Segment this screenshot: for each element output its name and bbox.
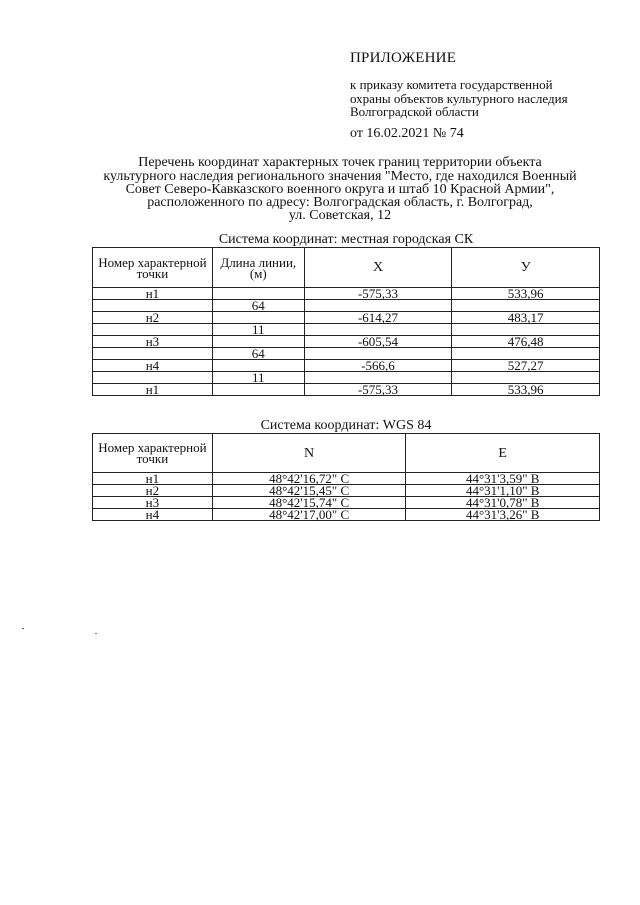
y-cell: 527,27 [452, 360, 600, 372]
appendix-title: ПРИЛОЖЕНИЕ [350, 50, 457, 66]
n-cell: 48°42'17,00" С [212, 509, 406, 521]
local-cs-caption: Система координат: местная городская СК [218, 232, 474, 247]
header-n: N [212, 434, 406, 473]
n-cell: 48°42'16,72" С [212, 473, 406, 485]
point-cell: н2 [93, 312, 213, 324]
point-cell: н1 [93, 288, 213, 300]
e-cell: 44°31'1,10" В [406, 485, 600, 497]
point-cell: н4 [93, 360, 213, 372]
subject-line-1: Перечень координат характерных точек границ территории объекта [138, 155, 542, 170]
local-table-header-row [93, 248, 600, 288]
x-cell: -575,33 [304, 288, 452, 300]
point-cell: н1 [93, 384, 213, 396]
header-point-number: Номер характерной точки [93, 434, 213, 473]
e-cell: 44°31'3,26" В [406, 509, 600, 521]
x-cell: -566,6 [304, 360, 452, 372]
e-cell: 44°31'3,59" В [406, 473, 600, 485]
x-cell: -575,33 [304, 384, 452, 396]
subject-line-2: культурного наследия регионального значения "Место, где находился Военный [103, 169, 577, 184]
local-coordinates-table [92, 247, 600, 396]
scan-speck [95, 633, 97, 634]
x-cell: -614,27 [304, 312, 452, 324]
y-cell: 533,96 [452, 384, 600, 396]
x-cell: -605,54 [304, 336, 452, 348]
length-cell [212, 384, 304, 396]
length-cell: 11 [212, 372, 304, 384]
header-x: X [304, 248, 452, 288]
n-cell: 48°42'15,74" С [212, 497, 406, 509]
length-cell: 64 [212, 348, 304, 360]
subject-line-4: расположенного по адресу: Волгоградская область, г. Волгоград, [147, 195, 533, 210]
point-cell: н1 [93, 473, 213, 485]
scan-speck [22, 628, 24, 629]
header-e: E [406, 434, 600, 473]
length-cell: 11 [212, 324, 304, 336]
y-cell: 533,96 [452, 288, 600, 300]
table-row [93, 288, 600, 300]
n-cell: 48°42'15,45" С [212, 485, 406, 497]
e-cell: 44°31'0,78" В [406, 497, 600, 509]
y-cell: 483,17 [452, 312, 600, 324]
point-cell: н3 [93, 336, 213, 348]
appendix-line-1: к приказу комитета государственной [350, 77, 553, 92]
table-row [93, 336, 600, 348]
y-cell: 476,48 [452, 336, 600, 348]
header-point-number: Номер характерной точки [93, 248, 213, 288]
point-cell: н3 [93, 497, 213, 509]
wgs-coordinates-table [92, 433, 600, 521]
table-row [93, 312, 600, 324]
table-row [93, 509, 600, 521]
wgs-cs-caption: Система координат: WGS 84 [260, 418, 432, 433]
header-y: У [452, 248, 600, 288]
length-cell: 64 [212, 300, 304, 312]
point-cell: н2 [93, 485, 213, 497]
appendix-line-3: Волгоградской области [350, 104, 479, 119]
order-date-number: от 16.02.2021 № 74 [350, 126, 464, 141]
subject-line-5: ул. Советская, 12 [288, 208, 392, 223]
table-row [93, 384, 600, 396]
appendix-line-2: охраны объектов культурного наследия [350, 91, 568, 106]
table-row [93, 360, 600, 372]
subject-line-3: Совет Северо-Кавказского военного округа и штаб 10 Красной Армии", [125, 182, 555, 197]
point-cell: н4 [93, 509, 213, 521]
wgs-table-header-row [93, 434, 600, 473]
header-line-length: Длина линии, (м) [212, 248, 304, 288]
